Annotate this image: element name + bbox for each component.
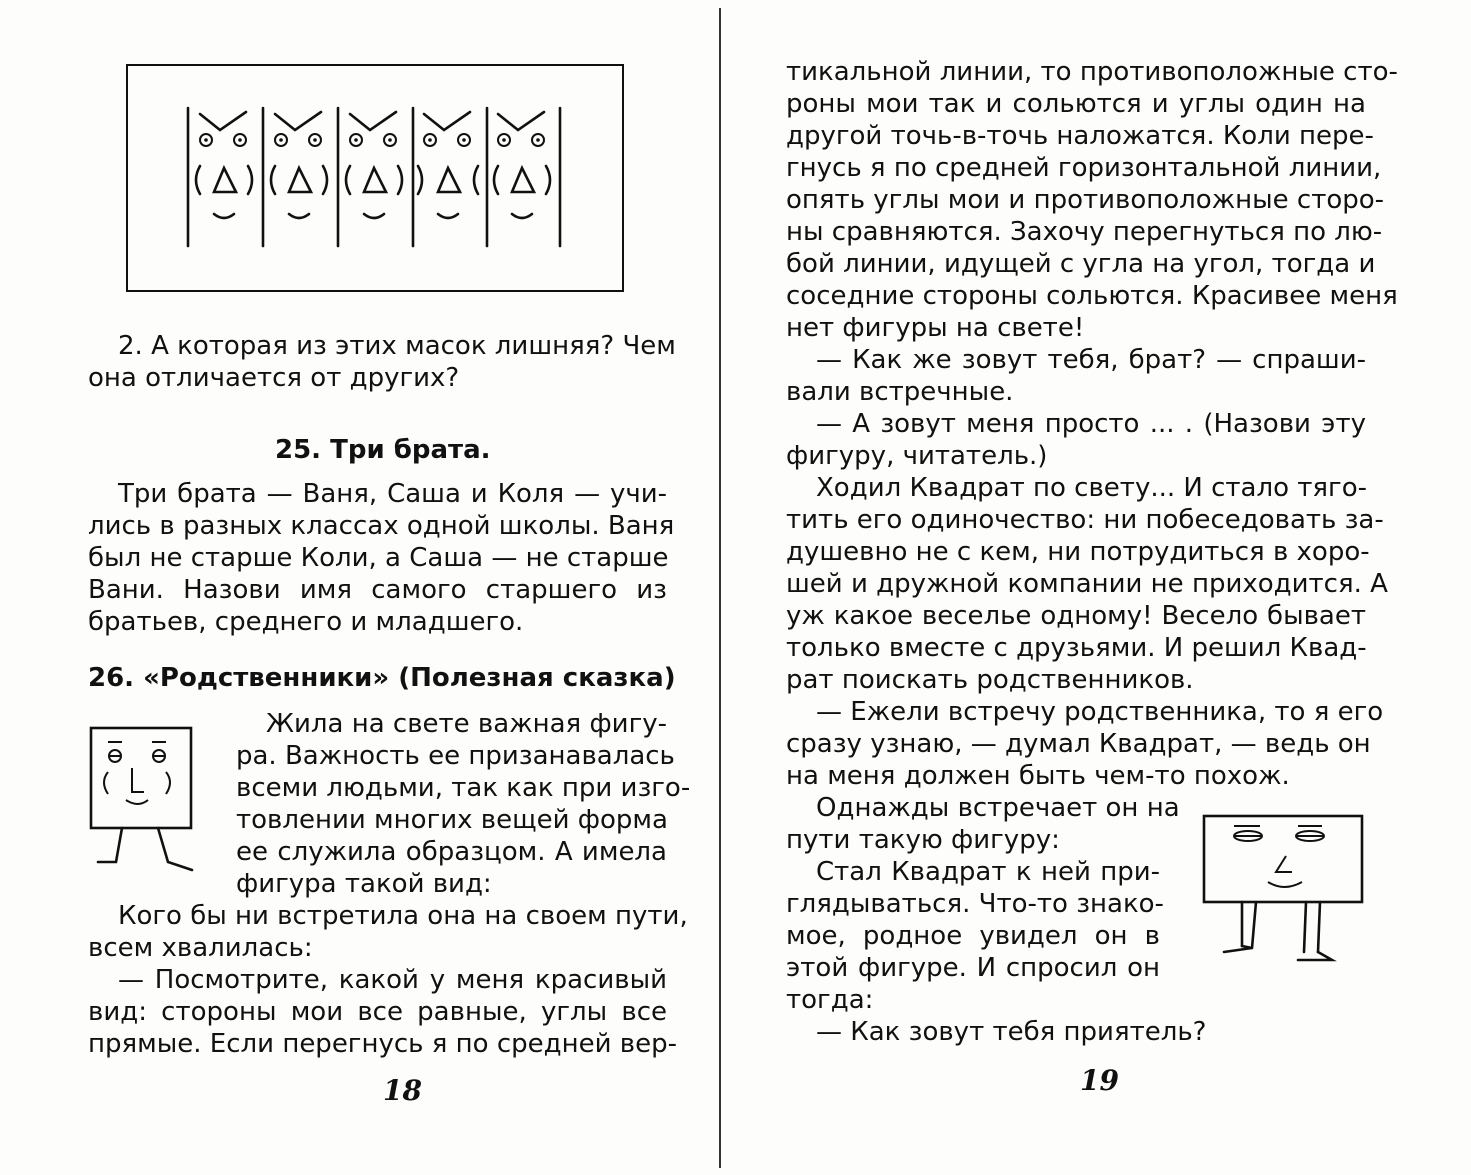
page-number-right: 19 <box>1080 1064 1119 1097</box>
para-26-line-3: — Посмотрите, какой у меня красивый <box>118 965 667 995</box>
para-right-line-22: сразу узнаю, — думал Квадрат, — ведь он <box>786 729 1371 759</box>
mask-1 <box>196 112 252 218</box>
mask-5 <box>494 112 550 218</box>
para-right-line-2: роны мои так и сольются и углы один на <box>786 89 1366 119</box>
para-right-line-10: — Как же зовут тебя, брат? — спраши- <box>816 345 1366 375</box>
para-right-line-11: вали встречные. <box>786 377 1014 407</box>
para-right-line-7: бой линии, идущей с угла на угол, тогда и <box>786 249 1376 279</box>
heading-25: 25. Три брата. <box>275 435 491 465</box>
para-right-line-1: тикальной линии, то противоположные сто- <box>786 57 1398 87</box>
para-right-wrap-line-1: Однажды встречает он на <box>816 793 1180 823</box>
para-right-line-4: гнусь я по средней горизонтальной линии, <box>786 153 1382 183</box>
para-right-line-17: шей и дружной компании не приходится. А <box>786 569 1388 599</box>
para-right-line-6: ны сравняются. Захочу перегнуться по лю- <box>786 217 1383 247</box>
para-right-line-9: нет фигуры на свете! <box>786 313 1085 343</box>
para-right-line-5: опять углы мои и противоположные сторо- <box>786 185 1385 215</box>
para-26-wrap-line-2: ра. Важность ее призанавалась <box>236 741 675 771</box>
para-right-wrap-line-6: этой фигуре. И спросил он <box>786 953 1160 983</box>
para-right-wrap-line-5: мое, родное увидел он в <box>786 921 1160 951</box>
para-right-line-19: только вместе с друзьями. И решил Квад- <box>786 633 1367 663</box>
mask-4 <box>418 112 478 218</box>
para-25-line-1: Три брата — Ваня, Саша и Коля — учи- <box>118 479 667 509</box>
para-right-wrap-line-2: пути такую фигуру: <box>786 825 1060 855</box>
para-right-wrap-line-7: тогда: <box>786 985 874 1015</box>
para-right-line-12: — А зовут меня просто ... . (Назови эту <box>816 409 1366 439</box>
para-right-wrap-line-8: — Как зовут тебя приятель? <box>816 1017 1207 1047</box>
rectangle-character-figure <box>1198 812 1368 964</box>
puzzle-2-line-1: 2. А которая из этих масок лишняя? Чем <box>118 331 676 361</box>
para-right-wrap-line-3: Стал Квадрат к ней при- <box>816 857 1160 887</box>
masks-figure <box>126 64 624 292</box>
mask-2 <box>271 112 327 218</box>
para-25-line-5: братьев, среднего и младшего. <box>88 607 524 637</box>
para-26-line-2: всем хвалилась: <box>88 933 313 963</box>
para-right-line-23: на меня должен быть чем-то похож. <box>786 761 1290 791</box>
para-26-wrap-line-1: Жила на свете важная фигу- <box>266 709 668 739</box>
para-right-line-14: Ходил Квадрат по свету... И стало тяго- <box>816 473 1368 503</box>
para-right-line-21: — Ежели встречу родственника, то я его <box>816 697 1384 727</box>
para-right-line-20: рат поискать родственников. <box>786 665 1194 695</box>
para-right-line-16: душевно не с кем, ни потрудиться в хоро- <box>786 537 1370 567</box>
para-26-wrap-line-5: ее служила образцом. А имела <box>236 837 667 867</box>
para-right-wrap-line-4: глядываться. Что-то знако- <box>786 889 1164 919</box>
para-26-line-1: Кого бы ни встретила она на своем пути, <box>118 901 688 931</box>
para-right-line-15: тить его одиночество: ни побеседовать за- <box>786 505 1384 535</box>
para-right-line-8: соседние стороны сольются. Красивее меня <box>786 281 1398 311</box>
page-number-left: 18 <box>383 1074 422 1107</box>
book-spine <box>719 8 721 1168</box>
para-right-line-18: уж какое веселье одному! Весело бывает <box>786 601 1366 631</box>
para-right-line-3: другой точь-в-точь наложатся. Коли пере- <box>786 121 1374 151</box>
mask-3 <box>346 112 402 218</box>
para-26-wrap-line-3: всеми людьми, так как при изго- <box>236 773 691 803</box>
para-26-wrap-line-4: товлении многих вещей форма <box>236 805 668 835</box>
para-25-line-4: Вани. Назови имя самого старшего из <box>88 575 667 605</box>
para-25-line-3: был не старше Коли, а Саша — не старше <box>88 543 669 573</box>
para-26-line-5: прямые. Если перегнусь я по средней вер- <box>88 1029 677 1059</box>
para-26-line-4: вид: стороны мои все равные, углы все <box>88 997 667 1027</box>
para-25-line-2: лись в разных классах одной школы. Ваня <box>88 511 675 541</box>
square-character-figure <box>88 724 198 874</box>
para-right-line-13: фигуру, читатель.) <box>786 441 1048 471</box>
heading-26: 26. «Родственники» (Полезная сказка) <box>88 663 676 693</box>
puzzle-2-line-2: она отличается от других? <box>88 363 460 393</box>
para-26-wrap-line-6: фигура такой вид: <box>236 869 492 899</box>
